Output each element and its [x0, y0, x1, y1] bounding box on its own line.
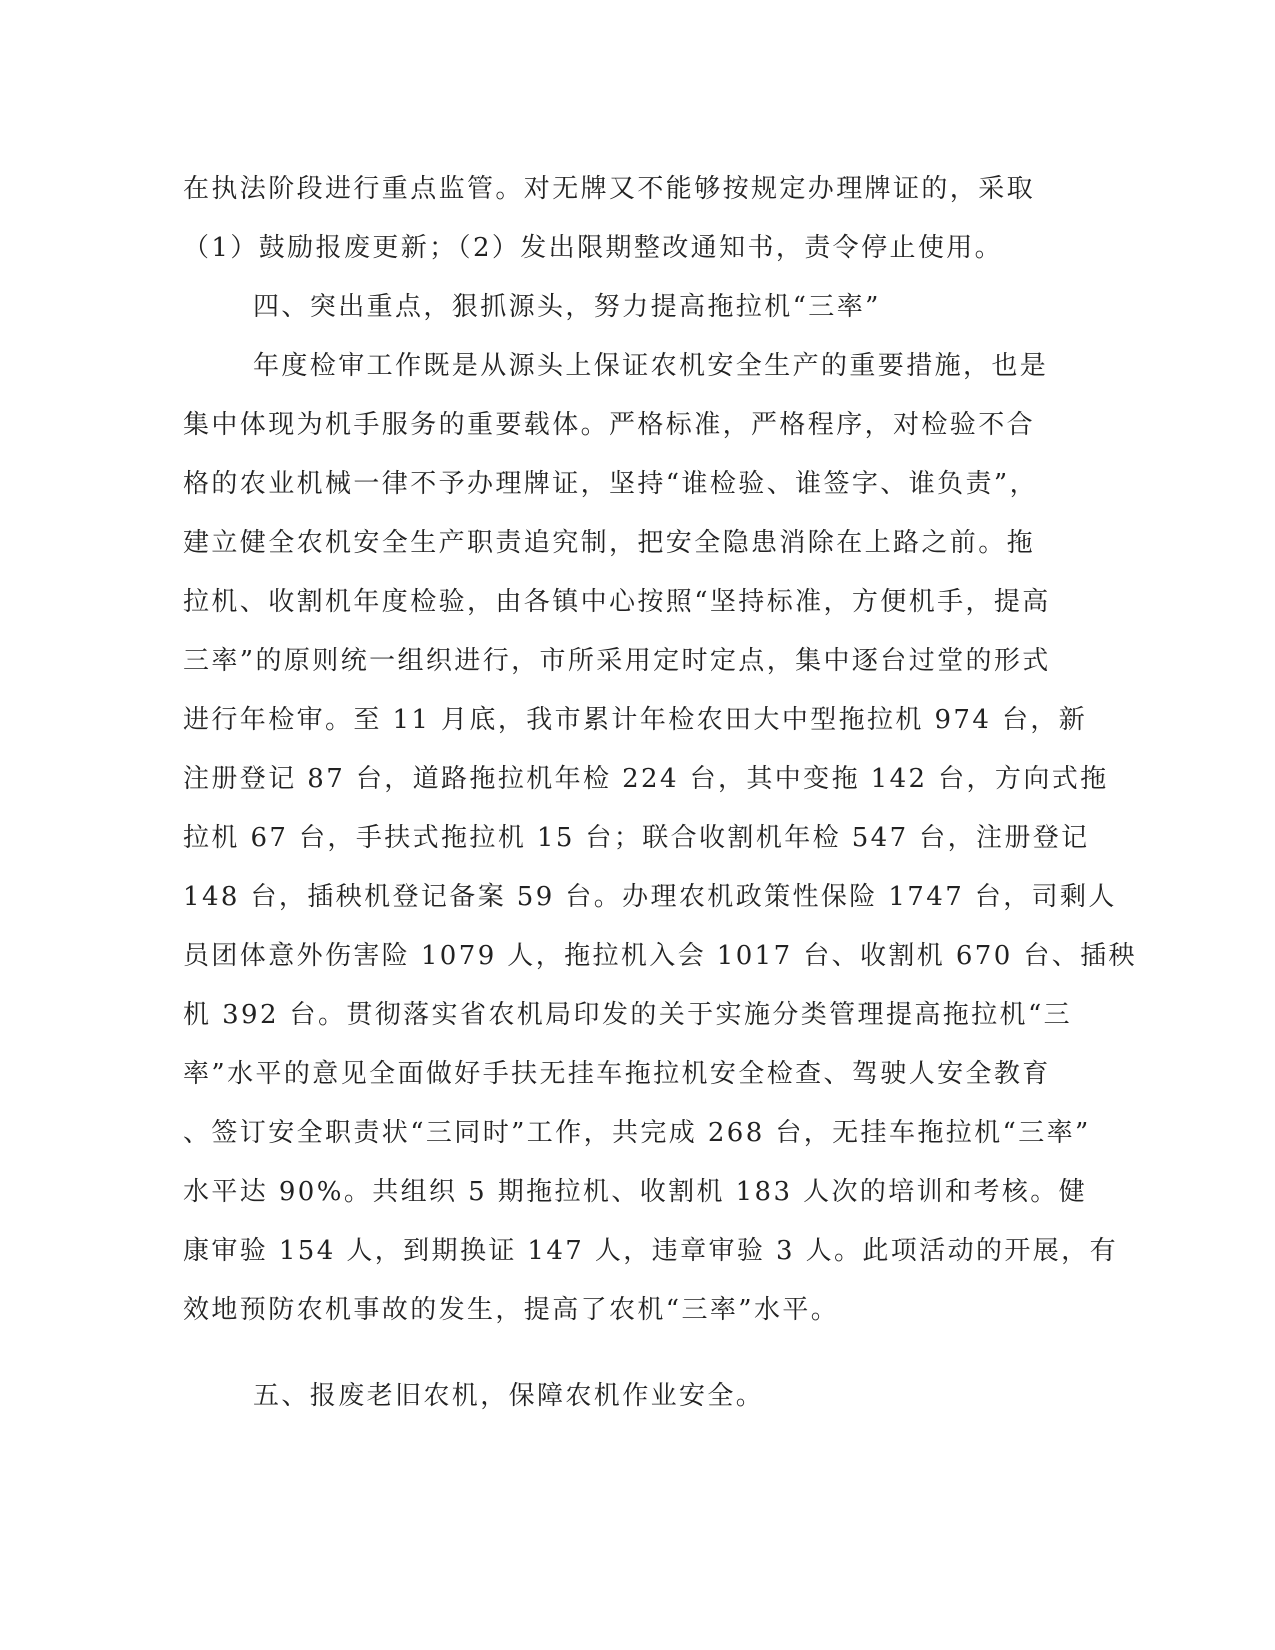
text-line: 148 台，插秧机登记备案 59 台。办理农机政策性保险 1747 台，司剩人	[183, 882, 1117, 912]
section-heading-4: 四、突出重点，狠抓源头，努力提高拖拉机“三率”	[253, 292, 881, 322]
text-line: 在执法阶段进行重点监管。对无牌又不能够按规定办理牌证的，采取	[183, 174, 1036, 204]
text-line: 效地预防农机事故的发生，提高了农机“三率”水平。	[183, 1295, 840, 1325]
text-line: 员团体意外伤害险 1079 人，拖拉机入会 1017 台、收割机 670 台、插秧	[183, 941, 1137, 971]
text-line: 拉机 67 台，手扶式拖拉机 15 台；联合收割机年检 547 台，注册登记	[183, 823, 1090, 853]
text-line: 年度检审工作既是从源头上保证农机安全生产的重要措施，也是	[253, 351, 1049, 381]
text-line: （1）鼓励报废更新；（2）发出限期整改通知书，责令停止使用。	[183, 233, 1004, 263]
text-line: 进行年检审。至 11 月底，我市累计年检农田大中型拖拉机 974 台，新	[183, 705, 1088, 735]
text-line: 拉机、收割机年度检验，由各镇中心按照“坚持标准，方便机手，提高	[183, 587, 1051, 617]
text-line: 建立健全农机安全生产职责追究制，把安全隐患消除在上路之前。拖	[183, 528, 1036, 558]
text-line: 机 392 台。贯彻落实省农机局印发的关于实施分类管理提高拖拉机“三	[183, 1000, 1073, 1030]
document-body	[183, 160, 1137, 1444]
section-heading-5: 五、报废老旧农机，保障农机作业安全。	[253, 1381, 765, 1411]
text-line: 格的农业机械一律不予办理牌证，坚持“谁检验、谁签字、谁负责”，	[183, 469, 1038, 499]
text-line: 集中体现为机手服务的重要载体。严格标准，严格程序，对检验不合	[183, 410, 1036, 440]
text-line: 水平达 90%。共组织 5 期拖拉机、收割机 183 人次的培训和考核。健	[183, 1177, 1088, 1207]
text-line: 、签订安全职责状“三同时”工作，共完成 268 台，无挂车拖拉机“三率”	[183, 1118, 1091, 1148]
text-line: 三率”的原则统一组织进行，市所采用定时定点，集中逐台过堂的形式	[183, 646, 1051, 676]
text-line: 注册登记 87 台，道路拖拉机年检 224 台，其中变拖 142 台，方向式拖	[183, 764, 1109, 794]
text-line: 康审验 154 人，到期换证 147 人，违章审验 3 人。此项活动的开展，有	[183, 1236, 1118, 1266]
text-line: 率”水平的意见全面做好手扶无挂车拖拉机安全检查、驾驶人安全教育	[183, 1059, 1051, 1089]
